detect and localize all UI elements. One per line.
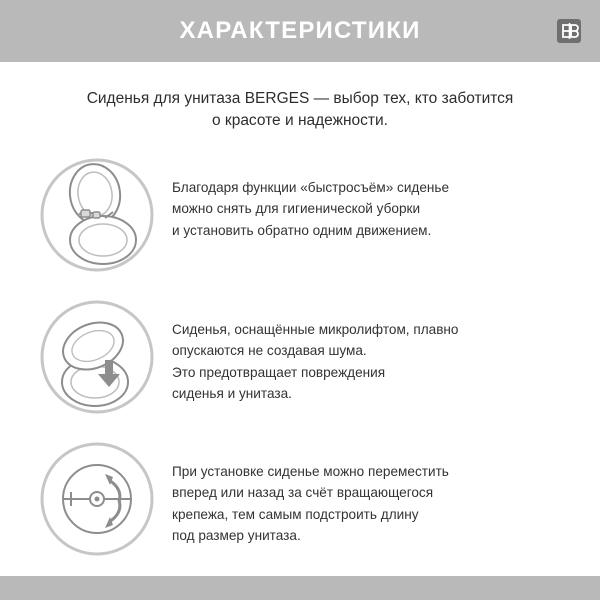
feature-line: Сиденья, оснащённые микролифтом, плавно: [172, 321, 459, 337]
feature-item: [22, 435, 578, 563]
feature-text: [172, 293, 578, 405]
feature-list: [0, 141, 600, 576]
feature-text: [172, 435, 578, 547]
feature-line: При установке сиденье можно переместить: [172, 463, 449, 479]
feature-line: Благодаря функции «быстросъём» сиденье: [172, 179, 450, 195]
feature-text: [172, 151, 578, 241]
header-bar: [0, 0, 600, 62]
intro-line-1: Сиденья для унитаза BERGES — выбор тех, кто заботится: [86, 90, 514, 107]
soft-close-lid-icon: [22, 293, 172, 421]
feature-line: Это предотвращает повреждения: [172, 364, 386, 380]
feature-item: [22, 293, 578, 421]
feature-line: опускаются не создавая шума.: [172, 343, 367, 359]
feature-line: сиденья и унитаза.: [172, 386, 292, 402]
feature-line: вперед или назад за счёт вращающегося: [172, 485, 434, 501]
feature-line: под размер унитаза.: [172, 528, 301, 544]
intro-text: [0, 62, 600, 141]
feature-line: и установить обратно одним движением.: [172, 222, 432, 238]
page-title: ХАРАКТЕРИСТИКИ: [179, 17, 421, 44]
intro-line-2: о красоте и надежности.: [211, 112, 388, 130]
feature-line: крепежа, тем самым подстроить длину: [172, 506, 419, 522]
berges-logo: [554, 16, 584, 46]
adjustable-mount-icon: [22, 435, 172, 563]
feature-item: [22, 151, 578, 279]
quick-release-seat-icon: [22, 151, 172, 279]
footer-bar: [0, 576, 600, 600]
feature-line: можно снять для гигиенической уборки: [172, 201, 421, 217]
